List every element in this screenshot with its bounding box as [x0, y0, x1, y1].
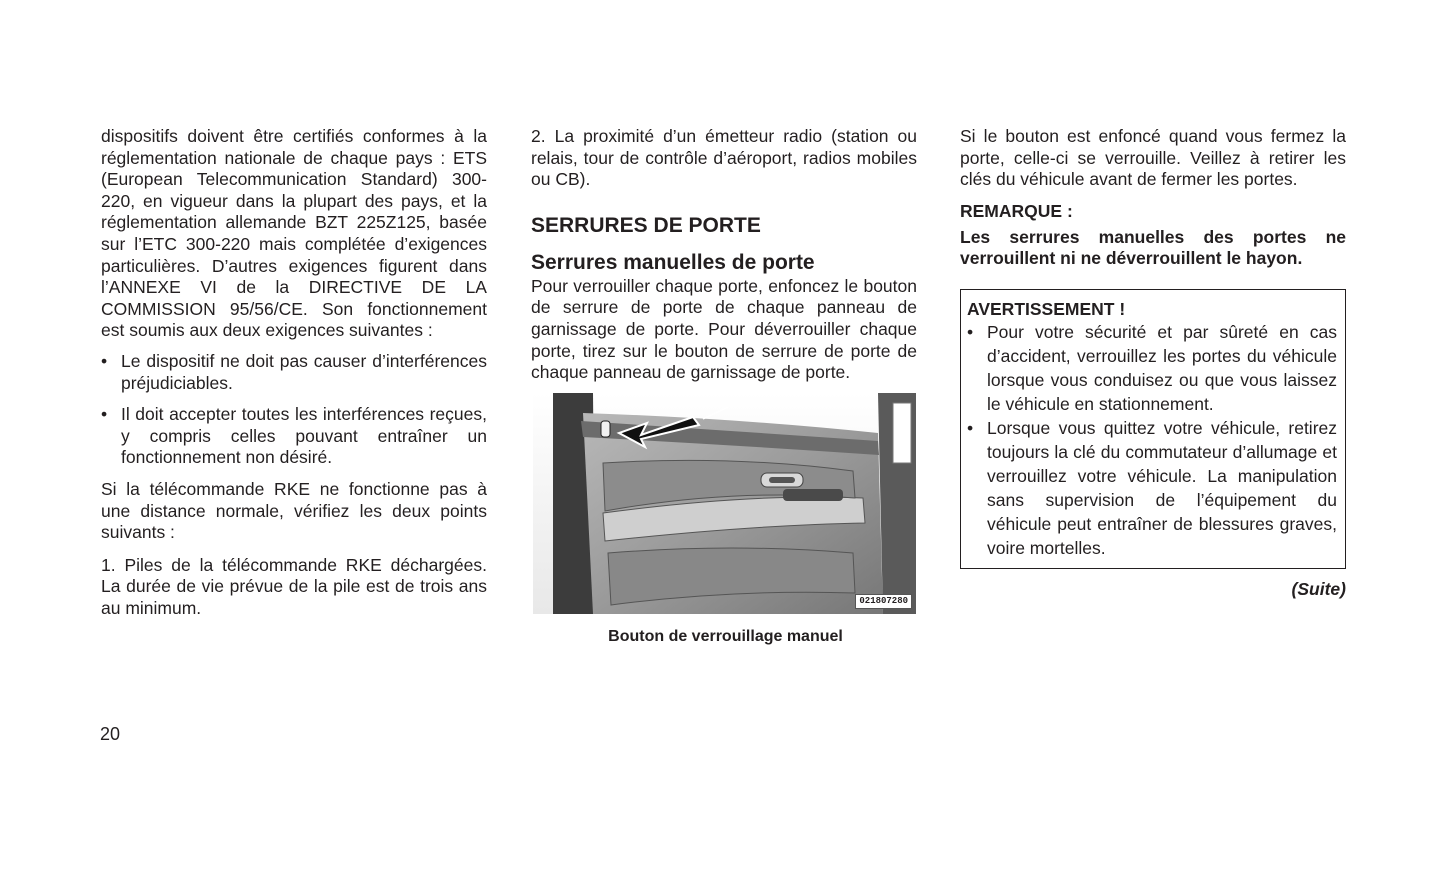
note-title: REMARQUE : [960, 200, 1073, 221]
list-item: • Lorsque vous quittez votre véhicule, retirez toujours la clé du commutateur d’allumage et verrouillez votre véhicule. La manipulation sans supervision de l’équipement du véhicule peut entraîner de blessures graves, voire mortelles. [967, 417, 1337, 558]
figure-caption: Bouton de verrouillage manuel [608, 627, 843, 645]
bullet-icon: • [967, 417, 974, 438]
list-item: • Le dispositif ne doit pas causer d’interférences préjudiciables. [101, 350, 487, 393]
section-heading: SERRURES DE PORTE [531, 213, 761, 237]
distance-check-paragraph: Si la télécommande RKE ne fonctionne pas à une distance normale, vérifiez les deux points suivants : [101, 478, 487, 543]
bullet-icon: • [101, 350, 108, 371]
door-panel-illustration [533, 393, 916, 614]
requirements-list [101, 351, 487, 469]
rke-certification-paragraph: dispositifs doivent être certifiés conformes à la réglementation nationale de chaque pays : ETS (European Telecommunication Standard) 300-220, en vigueur dans la plupart des pays, et la réglementation allemande BZT 225Z125, basée sur l’ETC 300-220 mais complétée d’exigences particulières. D’autres exigences figurent dans l’ANNEXE VI de la DIRECTIVE DE LA COMMISSION 95/56/CE. Son fonctionnement est soumis aux deux exigences suivantes : [101, 126, 487, 341]
note-text: Les serrures manuelles des portes ne verrouillent ni ne déverrouillent le hayon. [960, 226, 1346, 269]
lock-on-close-paragraph: Si le bouton est enfoncé quand vous fermez la porte, celle-ci se verrouille. Veillez à retirer les clés du véhicule avant de fermer les portes. [960, 126, 1346, 190]
continued-label: (Suite) [1291, 578, 1346, 599]
door-lock-instructions: Pour verrouiller chaque porte, enfoncez le bouton de serrure de porte de chaque panneau de garnissage de porte. Pour déverrouiller chaque porte, tirez sur le bouton de serrure de porte de chaque panneau de garnissage de porte. [531, 275, 917, 383]
warning-box [960, 289, 1346, 569]
list-item: • Il doit accepter toutes les interférences reçues, y compris celles pouvant entraîner un fonctionnement non désiré. [101, 404, 487, 468]
list-item: • Pour votre sécurité et par sûreté en cas d’accident, verrouillez les portes du véhicule lorsque vous conduisez ou que vous laissez le véhicule en stationnement. [967, 321, 1337, 414]
warning-title: AVERTISSEMENT ! [967, 298, 1126, 319]
subsection-heading: Serrures manuelles de porte [531, 250, 815, 274]
figure-code: 021807280 [855, 594, 912, 609]
bullet-icon: • [967, 321, 974, 342]
warning-list [967, 320, 1337, 560]
middle-column [531, 126, 917, 647]
battery-paragraph: 1. Piles de la télécommande RKE déchargées. La durée de vie prévue de la pile est de trois ans au minimum. [101, 554, 487, 618]
bullet-icon: • [101, 404, 108, 425]
right-column [960, 126, 1346, 600]
radio-proximity-paragraph: 2. La proximité d’un émetteur radio (station ou relais, tour de contrôle d’aéroport, radios mobiles ou CB). [531, 126, 917, 190]
page-number: 20 [100, 724, 121, 744]
left-column [101, 126, 487, 619]
door-lock-figure [533, 393, 916, 614]
